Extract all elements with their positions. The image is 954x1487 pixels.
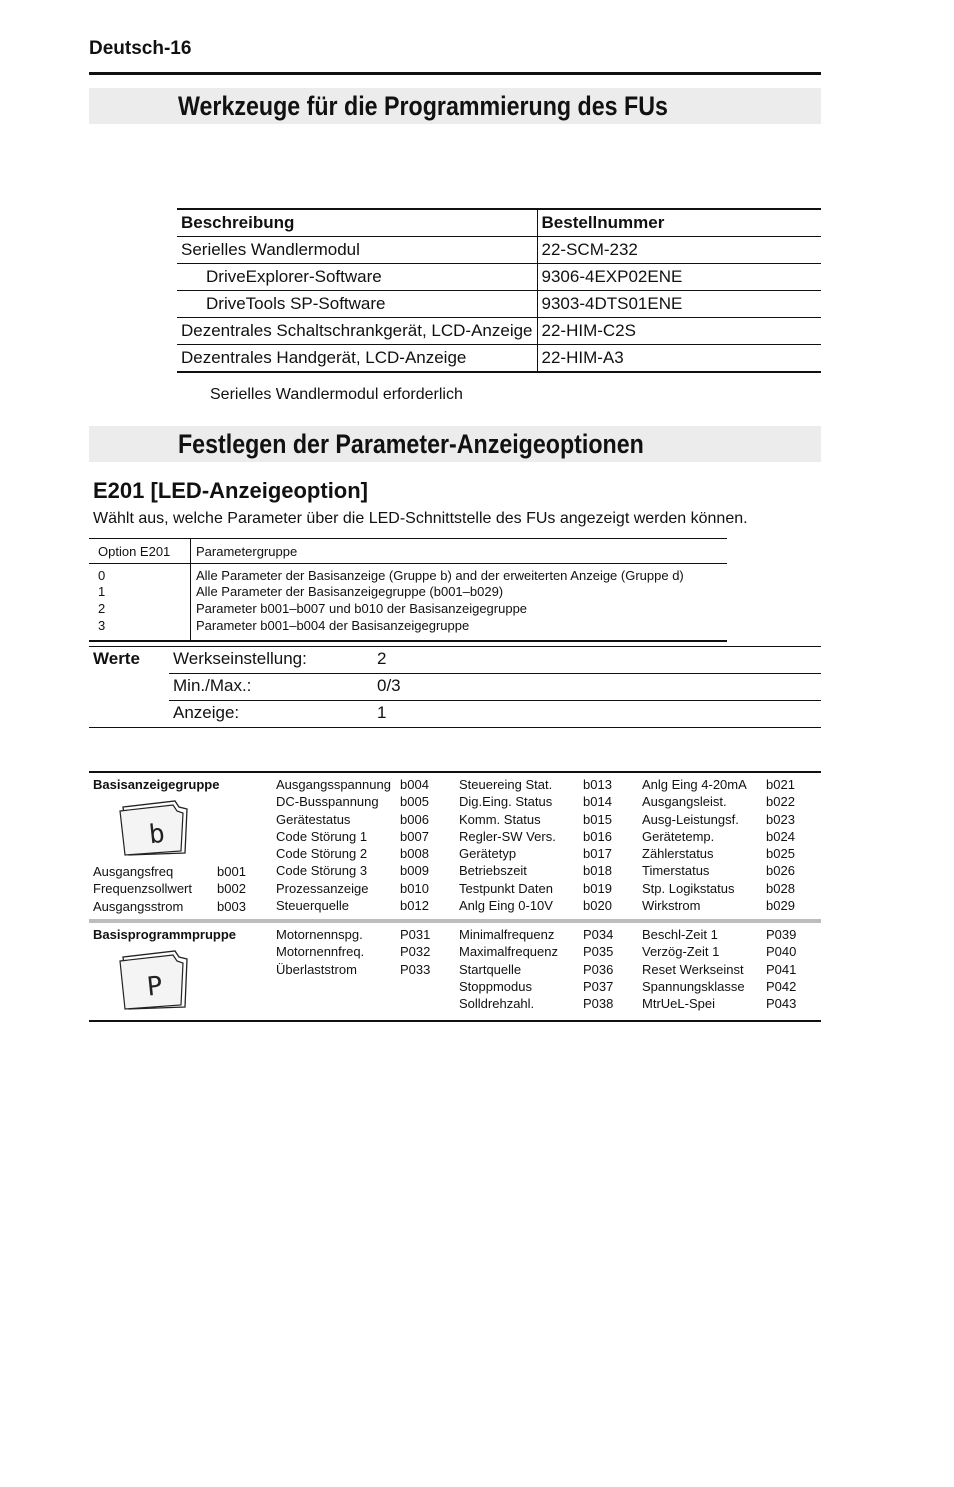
- list-item: Gerätestatus: [276, 811, 351, 827]
- option-text: Parameter b001–b004 der Basisanzeigegruppe: [196, 618, 470, 633]
- list-item-code: b018: [583, 863, 612, 879]
- list-item: Betriebszeit: [459, 863, 527, 879]
- list-item-code: b007: [400, 828, 429, 844]
- list-item-code: b005: [400, 794, 429, 810]
- list-item-code: b012: [400, 898, 429, 914]
- column-header-description: Beschreibung: [177, 209, 537, 237]
- group-column: [276, 926, 364, 978]
- list-item-code: P039: [766, 927, 797, 942]
- list-item-code: P032: [400, 944, 431, 960]
- list-item-code: P031: [400, 927, 431, 942]
- group-column: [93, 863, 192, 915]
- values-rule: [169, 700, 821, 701]
- list-item-code: b028: [766, 880, 795, 896]
- table-row: [177, 345, 821, 373]
- list-item: Code Störung 1: [276, 828, 368, 844]
- parameter-title: E201 [LED-Anzeigeoption]: [93, 478, 369, 503]
- parameter-description: Wählt aus, welche Parameter über die LED-Schnittstelle des FUs angezeigt werden können.: [93, 510, 748, 527]
- values-key: Anzeige:: [173, 703, 240, 722]
- list-item: Startquelle: [459, 961, 522, 977]
- group-column: [459, 926, 558, 1012]
- list-item-code: b002: [217, 881, 246, 897]
- list-item: Solldrehzahl.: [459, 996, 535, 1012]
- option-text: Alle Parameter der Basisanzeige (Gruppe b) and der erweiterten Anzeige (Gruppe d): [196, 568, 684, 583]
- page-header: Deutsch-16: [89, 38, 192, 59]
- values-value: 1: [377, 703, 387, 722]
- list-item: Prozessanzeige: [276, 880, 369, 896]
- group-column: [459, 776, 556, 914]
- section-band-display-options: [89, 426, 821, 462]
- row-order-number: 9303-4DTS01ENE: [537, 291, 821, 318]
- list-item: Motornennfreq.: [276, 944, 365, 960]
- list-item: Maximalfrequenz: [459, 944, 558, 960]
- list-item-code: b013: [583, 777, 612, 792]
- list-item: Stoppmodus: [459, 978, 532, 994]
- list-item: Steuerquelle: [276, 898, 349, 914]
- list-item: Regler-SW Vers.: [459, 828, 556, 844]
- group-column-codes: [400, 926, 430, 978]
- list-item: Spannungsklasse: [642, 978, 745, 994]
- parameter-group-grid: [89, 771, 821, 1023]
- list-item: Steuereing Stat.: [459, 777, 553, 792]
- group-column-codes: [583, 776, 612, 914]
- list-item: Verzög-Zeit 1: [642, 944, 720, 960]
- list-item: Ausg-Leistungsf.: [642, 811, 739, 827]
- display-group-letter: b: [147, 818, 167, 851]
- column-header-option: Option E201: [98, 544, 171, 559]
- list-item-code: b010: [400, 880, 429, 896]
- list-item-code: b017: [583, 846, 612, 862]
- values-label: Werte: [93, 649, 140, 668]
- group-column-codes: [766, 926, 796, 1012]
- program-group-letter: P: [145, 971, 165, 1003]
- values-rule: [89, 727, 821, 728]
- list-item-code: b001: [217, 864, 246, 879]
- values-rule: [89, 646, 821, 647]
- list-item: Motornennspg.: [276, 927, 363, 942]
- list-item: Code Störung 2: [276, 846, 368, 862]
- column-header-parameter-group: Parametergruppe: [196, 544, 298, 559]
- list-item: Wirkstrom: [642, 898, 701, 914]
- option-value: 2: [98, 601, 106, 616]
- list-item-code: P041: [766, 961, 797, 977]
- list-item: Ausgangsstrom: [93, 898, 184, 914]
- option-value: 1: [98, 584, 106, 599]
- group-column-codes: [400, 776, 429, 914]
- grid-bottom-rule: [89, 1020, 821, 1022]
- list-item-code: P042: [766, 978, 797, 994]
- group-column: [642, 926, 745, 1012]
- program-group-folder-icon: [117, 949, 191, 1011]
- list-item-code: P038: [583, 996, 614, 1012]
- list-item: Komm. Status: [459, 811, 541, 827]
- list-item-code: b022: [766, 794, 795, 810]
- row-description: Serielles Wandlermodul: [177, 237, 537, 264]
- values-value: 2: [377, 649, 387, 668]
- row-description: DriveExplorer-Software: [177, 264, 537, 291]
- list-item-code: b029: [766, 898, 795, 914]
- values-rule: [169, 673, 821, 674]
- list-item: Code Störung 3: [276, 863, 368, 879]
- table-footnote: Serielles Wandlermodul erforderlich: [210, 386, 463, 403]
- list-item-code: b015: [583, 811, 612, 827]
- list-item: Stp. Logikstatus: [642, 880, 735, 896]
- list-item: Anlg Eing 0-10V: [459, 898, 553, 914]
- list-item: MtrUeL-Spei: [642, 996, 715, 1012]
- option-text: Parameter b001–b007 und b010 der Basisanzeigegruppe: [196, 601, 528, 616]
- list-item: Frequenzsollwert: [93, 881, 192, 897]
- group-title-display: Basisanzeigegruppe: [93, 777, 220, 792]
- display-group-folder-icon: [117, 799, 191, 857]
- list-item-code: P037: [583, 978, 614, 994]
- table-row: [177, 291, 821, 318]
- row-description: Dezentrales Schaltschrankgerät, LCD-Anzeige: [177, 318, 537, 345]
- list-item: Ausgangsfreq: [93, 864, 174, 879]
- grid-top-rule: [89, 771, 821, 773]
- list-item-code: b025: [766, 846, 795, 862]
- group-column-codes: [217, 863, 246, 915]
- list-item-code: b004: [400, 777, 429, 792]
- list-item: Dig.Eing. Status: [459, 794, 553, 810]
- option-table-body: [89, 564, 727, 642]
- list-item-code: b024: [766, 828, 795, 844]
- table-header-row: [177, 209, 821, 237]
- list-item-code: P036: [583, 961, 614, 977]
- list-item-code: b014: [583, 794, 612, 810]
- list-item-code: b020: [583, 898, 612, 914]
- list-item: Gerätetemp.: [642, 828, 715, 844]
- list-item-code: P040: [766, 944, 797, 960]
- section-title-display-options: Festlegen der Parameter-Anzeigeoptionen: [178, 429, 644, 459]
- list-item: Anlg Eing 4-20mA: [642, 777, 747, 792]
- list-item: Testpunkt Daten: [459, 880, 553, 896]
- list-item-code: b006: [400, 811, 429, 827]
- column-header-order-number: Bestellnummer: [537, 209, 821, 237]
- list-item-code: b023: [766, 811, 795, 827]
- section-band-tools: [89, 88, 821, 124]
- list-item: Minimalfrequenz: [459, 927, 555, 942]
- list-item-code: P043: [766, 996, 797, 1012]
- group-column: [276, 776, 391, 914]
- option-value: 0: [98, 568, 106, 583]
- list-item: DC-Busspannung: [276, 794, 379, 810]
- option-text: Alle Parameter der Basisanzeigegruppe (b001–b029): [196, 584, 504, 599]
- list-item: Reset Werkseinst: [642, 961, 744, 977]
- list-item-code: b019: [583, 880, 612, 896]
- list-item-code: P033: [400, 961, 431, 977]
- option-table-header: [89, 538, 727, 564]
- list-item: Zählerstatus: [642, 846, 714, 862]
- table-row: [177, 318, 821, 345]
- list-item: Ausgangsspannung: [276, 777, 391, 792]
- list-item-code: b016: [583, 828, 612, 844]
- list-item: Timerstatus: [642, 863, 710, 879]
- list-item: Ausgangsleist.: [642, 794, 727, 810]
- list-item-code: b021: [766, 777, 795, 792]
- values-value: 0/3: [377, 676, 401, 695]
- grid-group-divider: [89, 919, 821, 923]
- row-description: Dezentrales Handgerät, LCD-Anzeige: [177, 345, 537, 373]
- table-row: [177, 264, 821, 291]
- list-item-code: P035: [583, 944, 614, 960]
- group-column-codes: [766, 776, 795, 914]
- list-item: Beschl-Zeit 1: [642, 927, 718, 942]
- table-row: [177, 237, 821, 264]
- option-value: 3: [98, 618, 106, 633]
- row-order-number: 22-HIM-A3: [537, 345, 821, 373]
- row-description: DriveTools SP-Software: [177, 291, 537, 318]
- group-title-program: Basisprogrammpruppe: [93, 927, 237, 942]
- list-item-code: b003: [217, 898, 246, 914]
- row-order-number: 22-SCM-232: [537, 237, 821, 264]
- list-item: Gerätetyp: [459, 846, 517, 862]
- row-order-number: 22-HIM-C2S: [537, 318, 821, 345]
- group-column-codes: [583, 926, 613, 1012]
- list-item-code: b009: [400, 863, 429, 879]
- list-item-code: P034: [583, 927, 614, 942]
- list-item-code: b008: [400, 846, 429, 862]
- section-title-tools: Werkzeuge für die Programmierung des FUs: [178, 91, 668, 121]
- values-key: Min./Max.:: [173, 676, 252, 695]
- tools-table: [177, 208, 821, 373]
- list-item-code: b026: [766, 863, 795, 879]
- option-table-divider: [190, 538, 191, 641]
- row-order-number: 9306-4EXP02ENE: [537, 264, 821, 291]
- list-item: Überlaststrom: [276, 961, 357, 977]
- header-rule: [89, 72, 821, 75]
- group-column: [642, 776, 747, 914]
- values-key: Werkseinstellung:: [173, 649, 307, 668]
